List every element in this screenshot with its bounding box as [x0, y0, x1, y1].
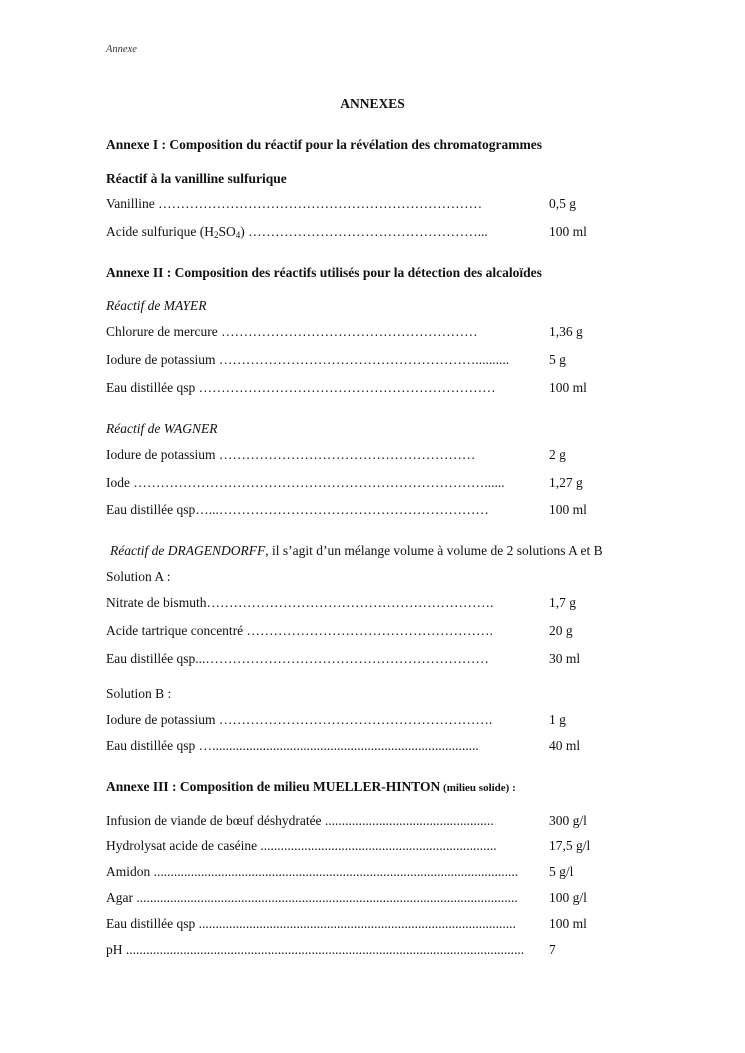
item-label: Eau distillée qsp...……………………………………………………… — [106, 651, 489, 666]
item-label: Iodure de potassium ………………………………………………….......... — [106, 352, 510, 367]
list-item — [106, 352, 646, 370]
item-value: 1,7 g — [549, 595, 576, 610]
item-value: 40 ml — [549, 738, 581, 753]
item-label: Iodure de potassium ………………………………………………… — [106, 447, 476, 462]
item-label: Chlorure de mercure ………………………………………………… — [106, 324, 478, 339]
item-value: 100 ml — [549, 916, 587, 931]
item-label: Vanilline ……………………………………………………………… — [106, 196, 483, 211]
annexe1-subheading: Réactif à la vanilline sulfurique — [106, 171, 287, 186]
list-item — [106, 738, 646, 756]
list-item — [106, 890, 646, 908]
item-value: 30 ml — [549, 651, 581, 666]
item-label: Nitrate de bismuth………………………………………………………. — [106, 595, 494, 610]
item-value: 5 g — [549, 352, 566, 367]
list-item — [106, 813, 646, 831]
annexe2-heading: Annexe II : Composition des réactifs utilisés pour la détection des alcaloïdes — [106, 265, 542, 280]
list-item — [106, 196, 646, 214]
list-item — [106, 838, 646, 856]
item-value: 17,5 g/l — [549, 838, 591, 853]
item-value: 300 g/l — [549, 813, 587, 828]
list-item — [106, 712, 646, 730]
item-label: Amidon ............................................................................................................ — [106, 864, 519, 879]
item-label: Eau distillée qsp ………………………………………………………… — [106, 380, 496, 395]
item-label: Agar ................................................................................................................. — [106, 890, 518, 905]
item-value: 20 g — [549, 623, 573, 638]
list-item — [106, 916, 646, 934]
item-value: 1,27 g — [549, 475, 583, 490]
item-value: 2 g — [549, 447, 566, 462]
item-value: 100 ml — [549, 502, 587, 517]
solution-b-label: Solution B : — [106, 686, 172, 701]
item-label: Eau distillée qsp…...…………………………………………………… — [106, 502, 489, 517]
list-item — [106, 447, 646, 465]
item-value: 100 ml — [549, 224, 587, 239]
item-value: 1 g — [549, 712, 566, 727]
list-item — [106, 380, 646, 398]
page-header: Annexe — [106, 44, 137, 55]
list-item — [106, 864, 646, 882]
item-value: 7 — [549, 942, 556, 957]
item-label: pH ...................................................................................................................... — [106, 942, 525, 957]
list-item — [106, 595, 646, 613]
list-item — [106, 324, 646, 342]
item-label: Infusion de viande de bœuf déshydratée .................................................. — [106, 813, 494, 828]
list-item — [106, 475, 646, 493]
item-value: 0,5 g — [549, 196, 576, 211]
item-label: Iode ……………………………………………………………………...... — [106, 475, 505, 490]
list-item — [106, 942, 646, 960]
item-label: Eau distillée qsp …............................................................................... — [106, 738, 479, 753]
dragendorff-intro: Réactif de DRAGENDORFF, il s’agit d’un mélange volume à volume de 2 solutions A et B — [110, 543, 603, 558]
item-label: Acide sulfurique $(H_2SO_4)$ ……………………………………………... — [106, 224, 488, 240]
list-item — [106, 623, 646, 641]
item-value: 100 g/l — [549, 890, 587, 905]
annexe1-heading: Annexe I : Composition du réactif pour la révélation des chromatogrammes — [106, 137, 542, 152]
annexe3-heading: Annexe III : Composition de milieu MUELLER-HINTON (milieu solide) : — [106, 779, 516, 794]
mayer-title: Réactif de MAYER — [106, 298, 207, 313]
list-item — [106, 502, 646, 520]
solution-a-label: Solution A : — [106, 569, 171, 584]
item-value: 5 g/l — [549, 864, 574, 879]
list-item — [106, 224, 646, 242]
item-label: Eau distillée qsp .............................................................................................. — [106, 916, 516, 931]
item-label: Hydrolysat acide de caséine ...................................................................... — [106, 838, 497, 853]
list-item — [106, 651, 646, 669]
item-value: 1,36 g — [549, 324, 583, 339]
item-label: Acide tartrique concentré ………………………………………………. — [106, 623, 493, 638]
page-title: ANNEXES — [340, 96, 405, 111]
item-label: Iodure de potassium ……………………………………………………. — [106, 712, 493, 727]
wagner-title: Réactif de WAGNER — [106, 421, 218, 436]
item-value: 100 ml — [549, 380, 587, 395]
